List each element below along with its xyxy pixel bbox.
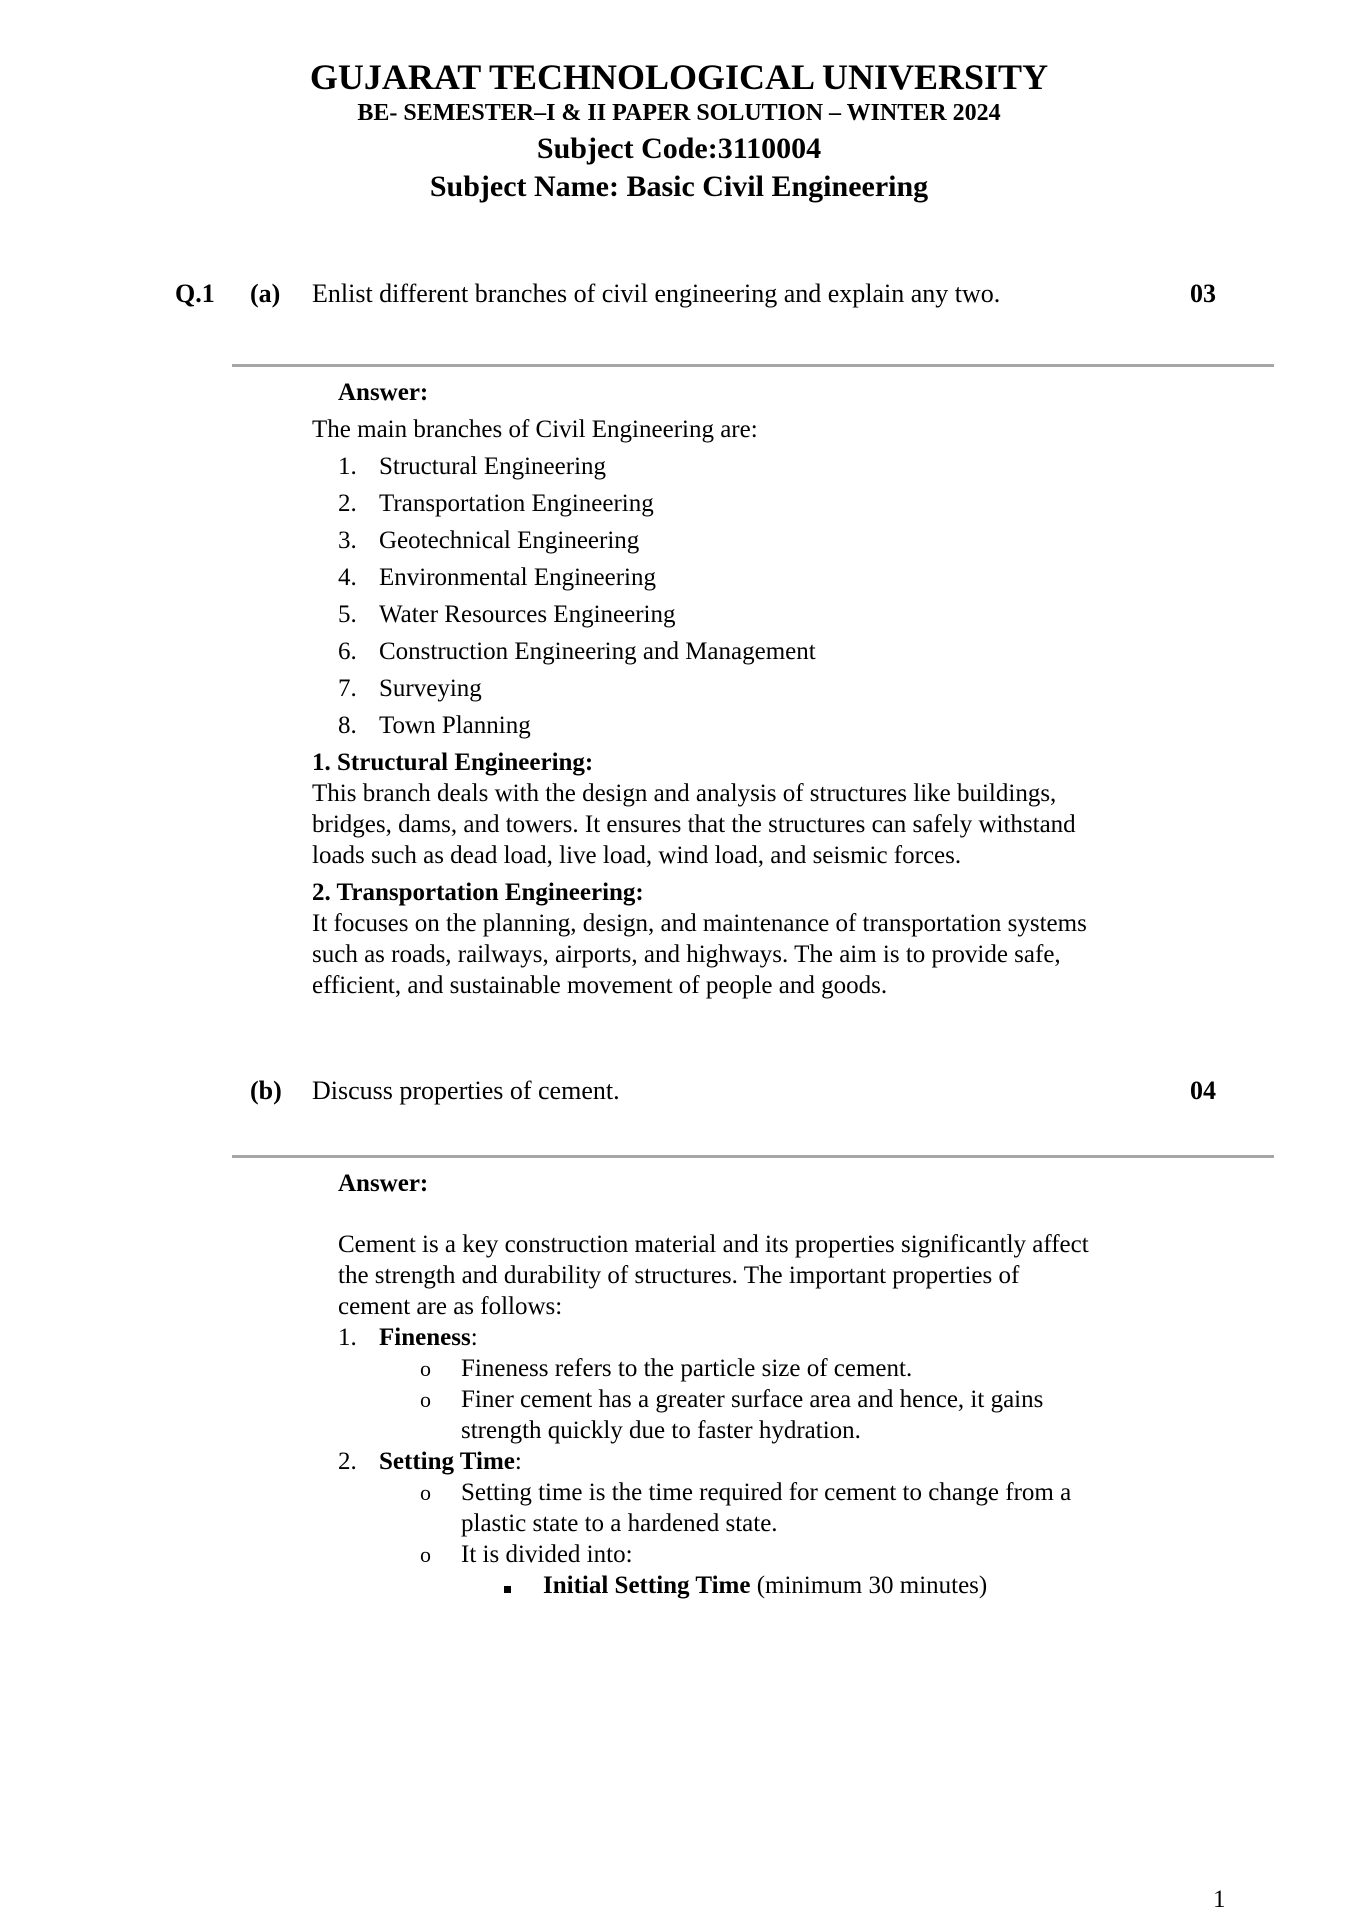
list-item-number: 6.: [338, 638, 357, 665]
bullet-marker: o: [420, 1356, 431, 1381]
section-heading-transportation: 2. Transportation Engineering:: [312, 879, 644, 906]
bullet-text: Setting time is the time required for cement to change from a: [461, 1479, 1072, 1506]
semester-line: BE- SEMESTER–I & II PAPER SOLUTION – WINTER 2024: [357, 100, 1001, 126]
sub-bullet-text: [543, 1570, 987, 1601]
list-item-number: 5.: [338, 601, 357, 628]
question-a-marks: 03: [1190, 279, 1216, 308]
paragraph-line: It focuses on the planning, design, and maintenance of transportation systems: [312, 910, 1087, 937]
bullet-marker: o: [420, 1542, 431, 1567]
question-part-a: (a): [250, 279, 281, 308]
paragraph-line: Cement is a key construction material and its properties significantly affect: [338, 1231, 1089, 1258]
bullet-marker: o: [420, 1480, 431, 1505]
list-item: Structural Engineering: [379, 453, 607, 480]
property-number: 2.: [338, 1448, 357, 1475]
list-item: Geotechnical Engineering: [379, 527, 640, 554]
question-part-b: (b): [250, 1076, 282, 1105]
bullet-text: Fineness refers to the particle size of cement.: [461, 1355, 913, 1382]
list-item: Water Resources Engineering: [379, 601, 676, 628]
list-item: Transportation Engineering: [379, 490, 654, 517]
list-item: Surveying: [379, 675, 482, 702]
property-title-bold: Setting Time: [379, 1448, 515, 1475]
sub-bullet-rest: (minimum 30 minutes): [750, 1572, 988, 1599]
paragraph-line: the strength and durability of structures. The important properties of: [338, 1262, 1020, 1289]
question-number: Q.1: [175, 279, 215, 308]
property-title: [379, 1446, 522, 1477]
paragraph-line: bridges, dams, and towers. It ensures that the structures can safely withstand: [312, 811, 1076, 838]
answer-label: Answer:: [338, 1170, 429, 1197]
property-title-bold: Fineness: [379, 1324, 471, 1351]
list-item-number: 3.: [338, 527, 357, 554]
list-item-number: 1.: [338, 453, 357, 480]
property-title-colon: :: [514, 1448, 522, 1475]
question-b-marks: 04: [1190, 1076, 1216, 1105]
property-title: [379, 1322, 478, 1353]
question-b-text: Discuss properties of cement.: [312, 1076, 620, 1105]
property-number: 1.: [338, 1324, 357, 1351]
separator-rule: [232, 364, 1274, 367]
separator-rule: [232, 1155, 1274, 1158]
bullet-text: Finer cement has a greater surface area and hence, it gains: [461, 1386, 1044, 1413]
bullet-text: strength quickly due to faster hydration.: [461, 1417, 861, 1444]
section-heading-structural: 1. Structural Engineering:: [312, 749, 594, 776]
bullet-marker: o: [420, 1387, 431, 1412]
subject-name: Subject Name: Basic Civil Engineering: [429, 170, 929, 203]
list-item: Environmental Engineering: [379, 564, 657, 591]
list-item-number: 4.: [338, 564, 357, 591]
answer-intro: The main branches of Civil Engineering are:: [312, 416, 758, 443]
paragraph-line: cement are as follows:: [338, 1293, 563, 1320]
list-item: Construction Engineering and Management: [379, 638, 816, 665]
list-item-number: 2.: [338, 490, 357, 517]
page-number: 1: [1213, 1886, 1226, 1913]
bullet-text: It is divided into:: [461, 1541, 633, 1568]
paragraph-line: This branch deals with the design and analysis of structures like buildings,: [312, 780, 1057, 807]
university-title: GUJARAT TECHNOLOGICAL UNIVERSITY: [309, 57, 1049, 97]
sub-bullet-bold: Initial Setting Time: [543, 1572, 751, 1599]
paragraph-line: loads such as dead load, live load, wind load, and seismic forces.: [312, 842, 962, 869]
list-item-number: 8.: [338, 712, 357, 739]
paragraph-line: such as roads, railways, airports, and highways. The aim is to provide safe,: [312, 941, 1061, 968]
property-title-colon: :: [470, 1324, 478, 1351]
answer-label: Answer:: [338, 379, 429, 406]
subject-code: Subject Code:3110004: [536, 132, 822, 165]
list-item: Town Planning: [379, 712, 531, 739]
square-bullet-icon: [504, 1586, 511, 1593]
question-a-text: Enlist different branches of civil engineering and explain any two.: [312, 279, 1001, 308]
paragraph-line: efficient, and sustainable movement of people and goods.: [312, 972, 888, 999]
bullet-text: plastic state to a hardened state.: [461, 1510, 778, 1537]
list-item-number: 7.: [338, 675, 357, 702]
